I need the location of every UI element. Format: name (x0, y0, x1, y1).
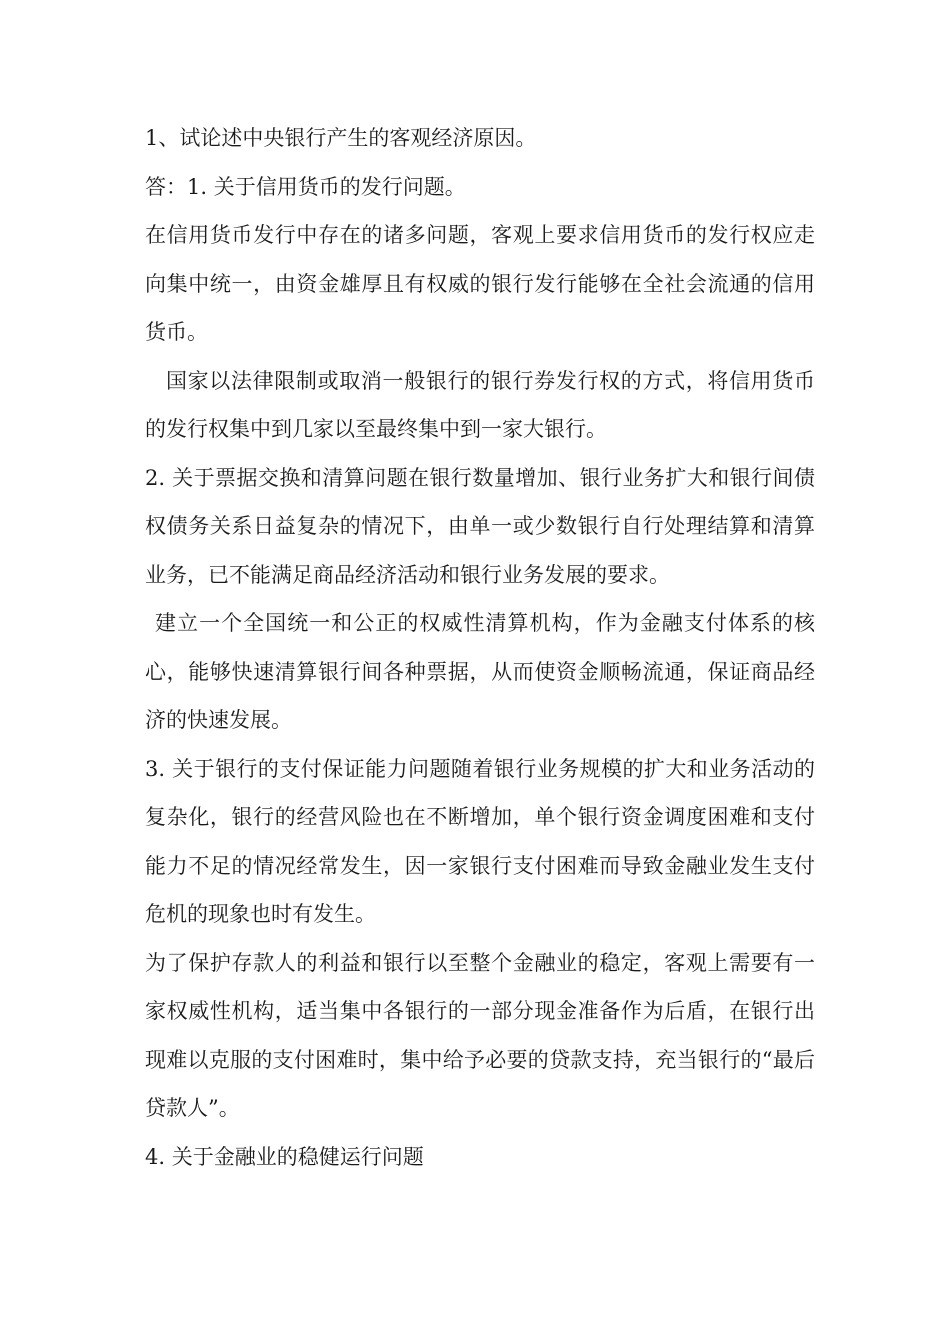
question-heading: 1、试论述中央银行产生的客观经济原因。 (145, 126, 537, 150)
paragraph-issuance-centralization: 国家以法律限制或取消一般银行的银行券发行权的方式，将信用货币的发行权集中到几家以至最终集中到一家大银行。 (145, 368, 815, 441)
answer-point-1-heading: 答：1. 关于信用货币的发行问题。 (145, 174, 466, 199)
answer-point-4-heading: 4. 关于金融业的稳健运行问题 (145, 1144, 424, 1169)
paragraph-lender-of-last-resort: 为了保护存款人的利益和银行以至整个金融业的稳定，客观上需要有一家权威性机构，适当集中各银行的一部分现金准备作为后盾，在银行出现难以克服的支付困难时，集中给予必要的贷款支持，充当银行的“最后贷款人”。 (145, 950, 815, 1120)
paragraph-credit-currency: 在信用货币发行中存在的诸多问题，客观上要求信用货币的发行权应走向集中统一，由资金雄厚且有权威的银行发行能够在全社会流通的信用货币。 (145, 223, 815, 344)
answer-point-3-paragraph: 3. 关于银行的支付保证能力问题随着银行业务规模的扩大和业务活动的复杂化，银行的经营风险也在不断增加，单个银行资金调度困难和支付能力不足的情况经常发生，因一家银行支付困难而导致金融业发生支付危机的现象也时有发生。 (145, 756, 815, 926)
document-body (145, 114, 815, 1181)
paragraph-clearing-institution: 建立一个全国统一和公正的权威性清算机构，作为金融支付体系的核心，能够快速清算银行间各种票据，从而使资金顺畅流通，保证商品经济的快速发展。 (145, 611, 815, 732)
answer-point-2-paragraph: 2. 关于票据交换和清算问题在银行数量增加、银行业务扩大和银行间债权债务关系日益复杂的情况下，由单一或少数银行自行处理结算和清算业务，已不能满足商品经济活动和银行业务发展的要求。 (145, 465, 815, 587)
